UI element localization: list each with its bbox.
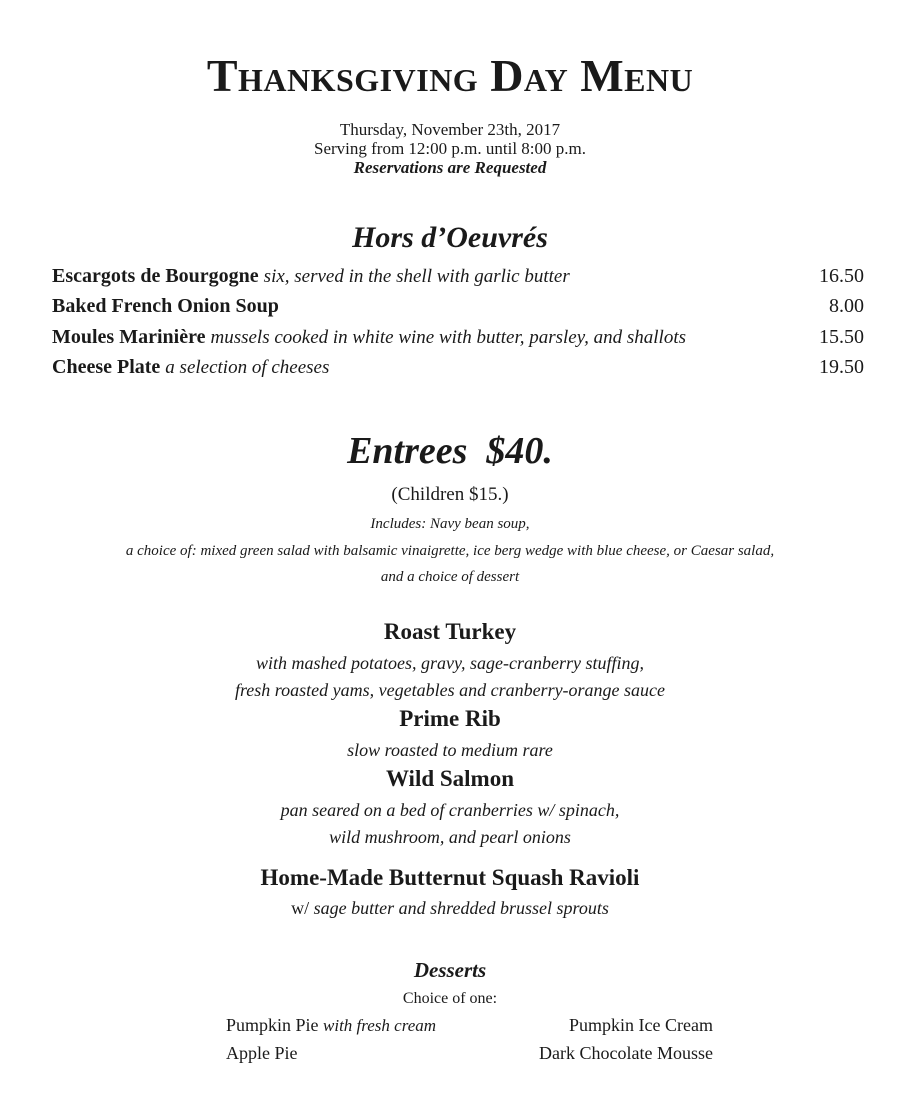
menu-item-price: 16.50 [819, 265, 864, 287]
dish-desc: wild mushroom, and pearl onions [329, 827, 571, 847]
dessert-item [226, 1014, 436, 1037]
dessert-name: Pumpkin Pie [226, 1015, 319, 1035]
dish-name: Home-Made Butternut Squash Ravioli [260, 865, 640, 890]
menu-item-name: Moules Marinière [52, 326, 206, 348]
menu-item-desc: six, served in the shell with garlic butter [263, 266, 570, 287]
dessert-name: Apple Pie [226, 1043, 298, 1063]
includes-line: Includes: Navy bean soup, [370, 516, 530, 532]
menu-item [52, 293, 864, 319]
hors-doeuvres-heading: Hors d’Oeuvrés [352, 221, 548, 254]
dessert-name: Pumpkin Ice Cream [569, 1015, 713, 1035]
reservations-note: Reservations are Requested [353, 158, 547, 177]
includes-line: and a choice of dessert [380, 569, 520, 585]
dish-desc-text: sage butter and shredded brussel sprouts [313, 898, 609, 918]
dish-desc [0, 897, 900, 919]
includes-line: a choice of: mixed green salad with balsamic vinaigrette, ice berg wedge with blue cheese, or Caesar salad, [125, 543, 775, 559]
desserts-subheading: Choice of one: [402, 990, 498, 1007]
entrees-heading: Entrees $40. [347, 430, 553, 472]
page-title: Thanksgiving Day Menu [206, 50, 694, 101]
dessert-item [569, 1014, 713, 1036]
menu-item-price: 19.50 [819, 356, 864, 378]
dish-desc: with mashed potatoes, gravy, sage-cranberry stuffing, [256, 653, 644, 673]
children-price: (Children $15.) [391, 484, 509, 505]
dessert-item [226, 1042, 298, 1064]
dish-name: Wild Salmon [385, 766, 515, 791]
desserts-heading: Desserts [413, 958, 487, 982]
dessert-name: Dark Chocolate Mousse [539, 1043, 713, 1063]
dish-desc: pan seared on a bed of cranberries w/ spinach, [280, 800, 620, 820]
dish-name: Roast Turkey [383, 619, 517, 644]
menu-item-price: 15.50 [819, 326, 864, 348]
dish-desc-prefix: w/ [291, 898, 310, 918]
dish-desc: slow roasted to medium rare [347, 740, 553, 760]
menu-item [52, 263, 864, 289]
serving-hours: Serving from 12:00 p.m. until 8:00 p.m. [314, 139, 586, 158]
dessert-desc: with fresh cream [323, 1016, 437, 1035]
menu-item-desc: a selection of cheeses [165, 357, 330, 378]
dessert-item [539, 1042, 713, 1064]
menu-item-name: Baked French Onion Soup [52, 295, 279, 317]
menu-item [52, 324, 864, 350]
menu-item [52, 354, 864, 380]
event-date: Thursday, November 23th, 2017 [339, 120, 561, 139]
menu-item-desc: mussels cooked in white wine with butter, parsley, and shallots [210, 327, 686, 348]
dish-desc: fresh roasted yams, vegetables and cranberry-orange sauce [234, 680, 666, 700]
menu-item-name: Escargots de Bourgogne [52, 265, 259, 287]
dish-name: Prime Rib [399, 706, 501, 731]
menu-item-price: 8.00 [829, 295, 864, 317]
menu-item-name: Cheese Plate [52, 356, 161, 378]
